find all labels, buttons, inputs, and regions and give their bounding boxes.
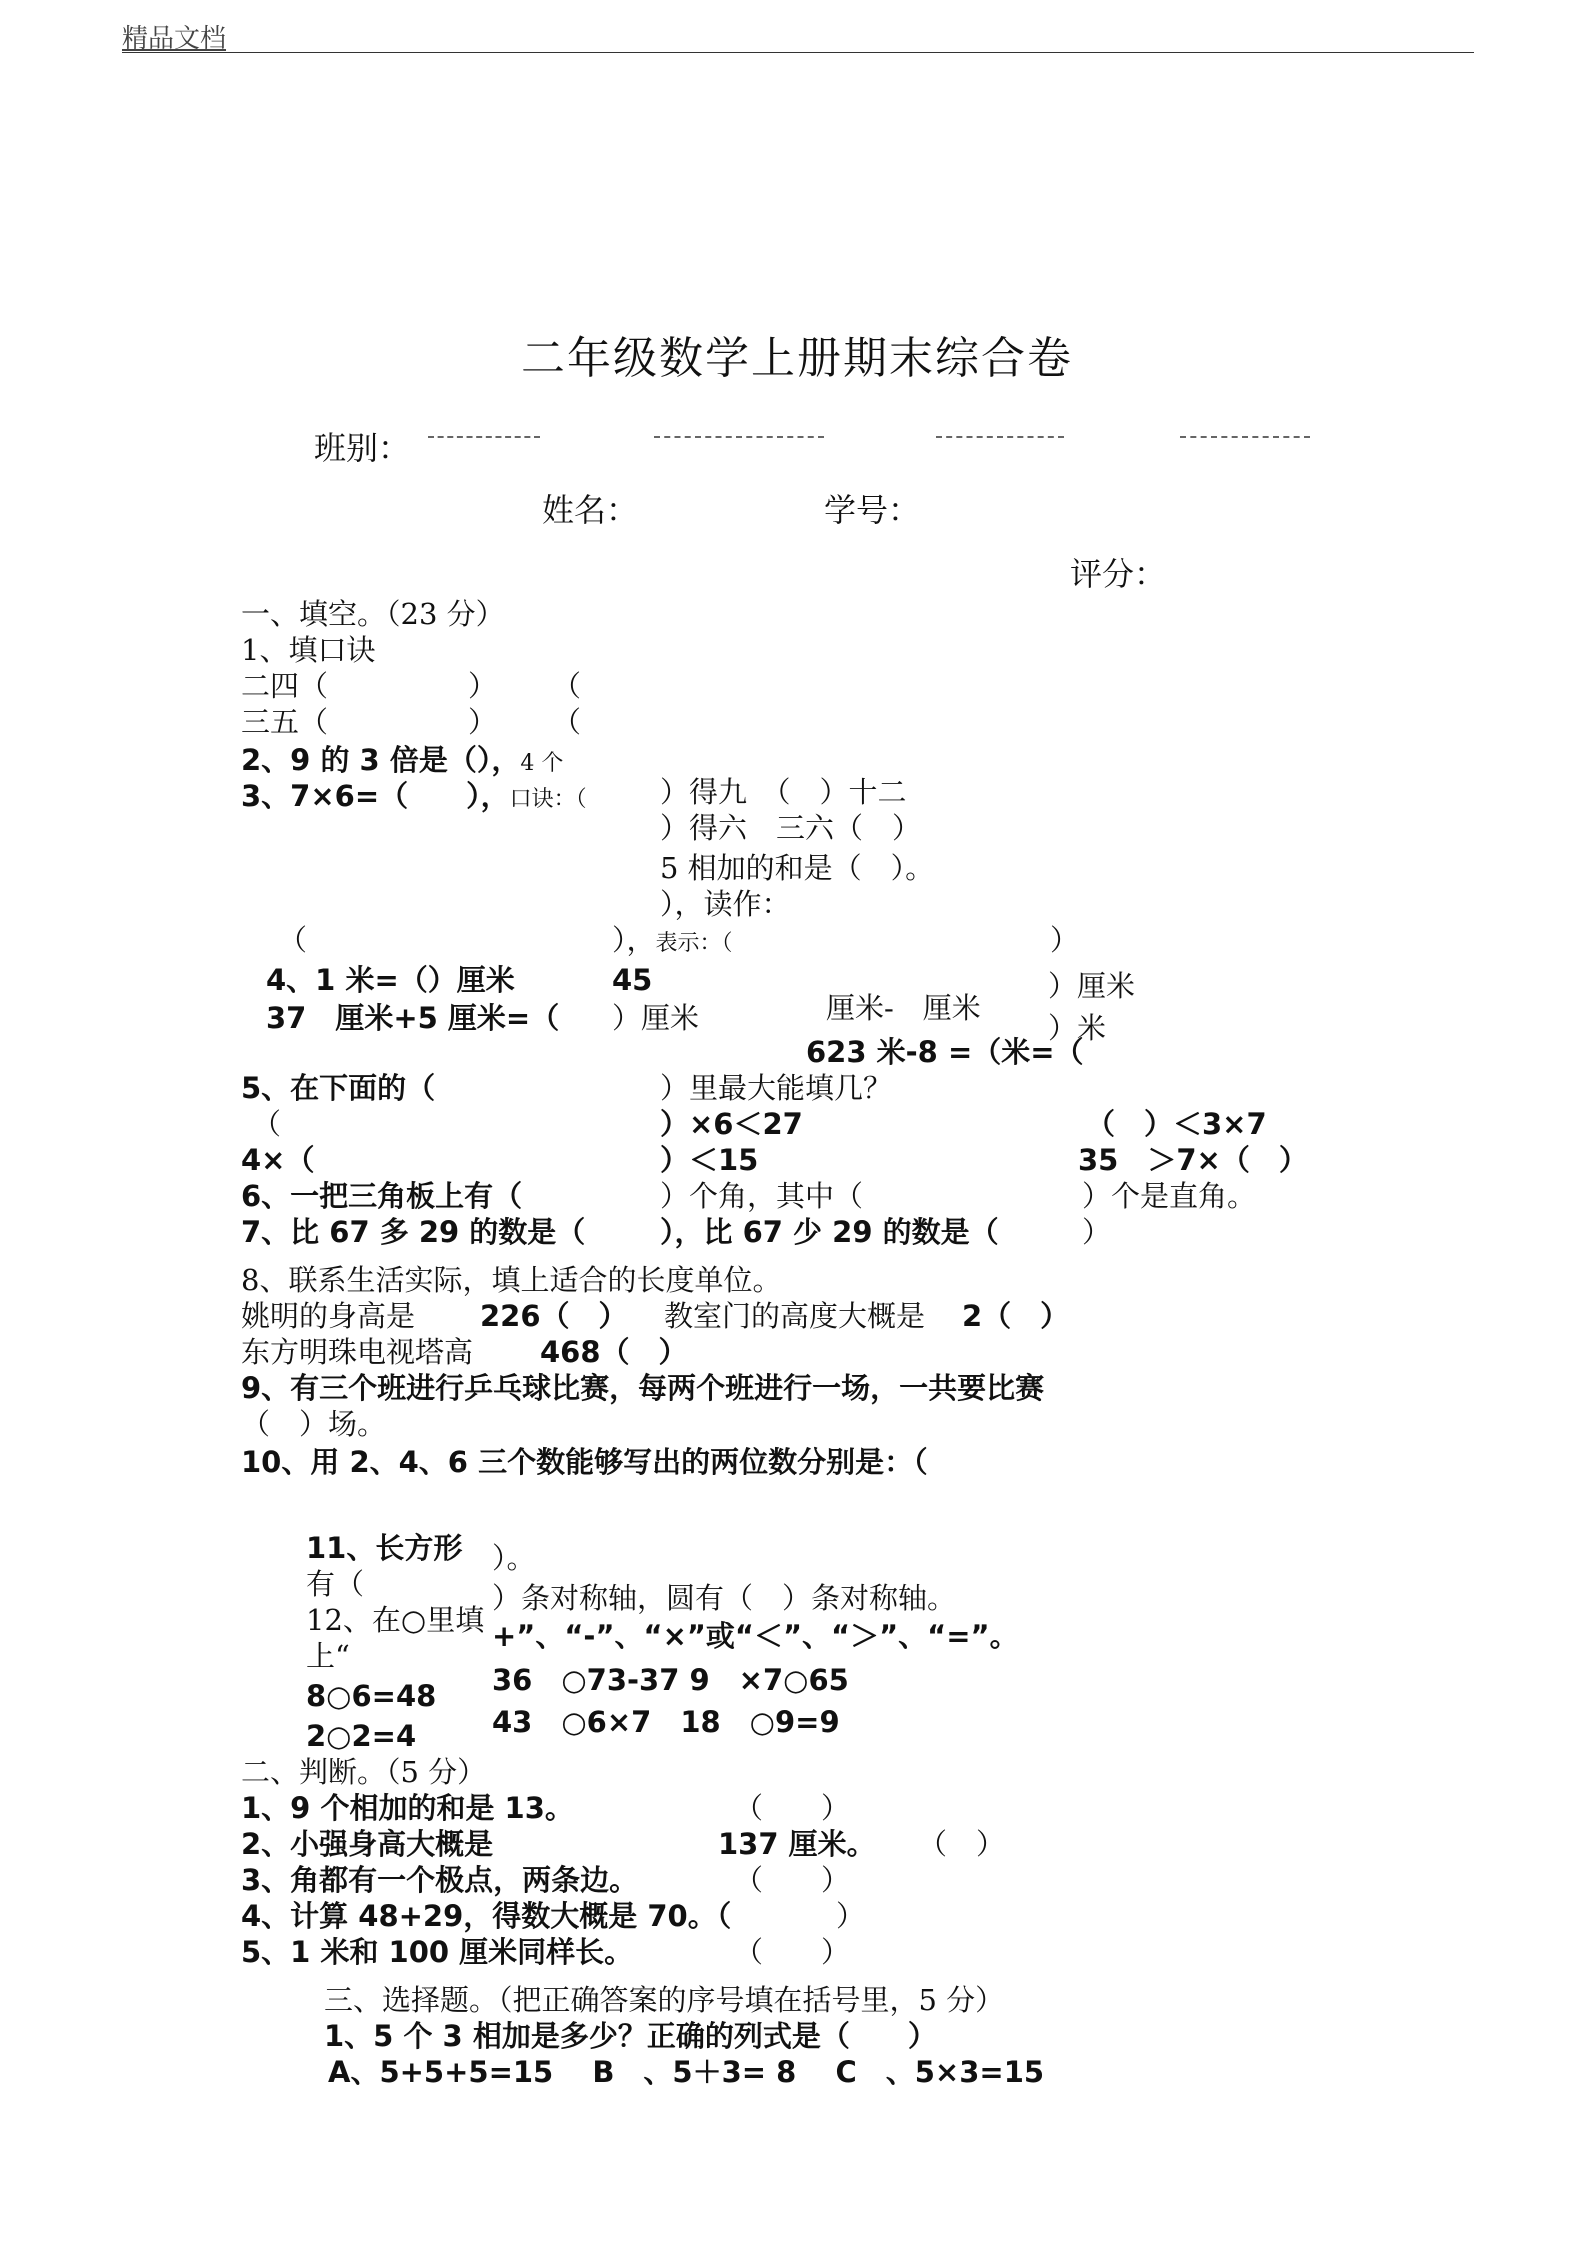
q1-row1-mid: ） <box>468 669 498 703</box>
q7-right: ） <box>1082 1215 1112 1249</box>
section-heading-3: 三、选择题。（把正确答案的序号填在括号里，5 分） <box>324 1983 1005 2017</box>
q5-text-left: 5、在下面的（ <box>241 1071 436 1105</box>
q5-b-left: 4×（ <box>241 1143 315 1177</box>
q8-b-value: 2（ ） <box>962 1299 1070 1333</box>
q12-ops: +”、“-”、“×”或“＜”、“＞”、“=”。 <box>492 1619 1019 1653</box>
judge-paren-1: （ ） <box>734 1791 851 1825</box>
choice-question-1: 1、5 个 3 相加是多少？正确的列式是（ ） <box>324 2019 937 2053</box>
q5-a-right: （ ）＜3×7 <box>1086 1107 1267 1141</box>
q3-row2-small: 表示：（ <box>655 931 733 956</box>
q11-line2: 有（ <box>306 1567 365 1601</box>
q1-row1-left: 二四（ <box>241 669 329 703</box>
q4-line1-mid: 45 <box>612 963 653 997</box>
q2-text-small: 4 个 <box>520 751 564 776</box>
q12-line1: 12、在○里填 <box>306 1603 485 1637</box>
judge-item-2: 2、小强身高大概是 <box>241 1827 494 1861</box>
blank-line <box>654 436 824 438</box>
choice-options-1: A、5+5+5=15 B 、5＋3= 8 C 、5×3=15 <box>328 2055 1045 2089</box>
q6-right: ）个是直角。 <box>1082 1179 1257 1213</box>
judge-item-3: 3、角都有一个极点，两条边。 <box>241 1863 639 1897</box>
judge-item-1: 1、9 个相加的和是 13。 <box>241 1791 574 1825</box>
judge-paren-5: （ ） <box>734 1935 851 1969</box>
q3-row2-open: （ <box>278 923 308 957</box>
q1-row2-mid: ） <box>468 705 498 739</box>
q9-line2: （ ）场。 <box>241 1407 387 1441</box>
q12-r2-left: 2○2=4 <box>306 1719 417 1753</box>
q8-b-label: 教室门的高度大概是 <box>664 1299 926 1333</box>
q12-line2: 上“ <box>306 1639 350 1673</box>
q2-text-main: 2、9 的 3 倍是（）， <box>241 743 521 777</box>
q1-row1-open: （ <box>552 669 582 703</box>
q12-r1-right: 36 ○73-37 9 ×7○65 <box>492 1663 849 1697</box>
section-heading-2: 二、判断。（5 分） <box>241 1755 487 1789</box>
q3-text-main: 3、7×6=（ ）， <box>241 779 510 813</box>
q8-a-label: 姚明的身高是 <box>241 1299 416 1333</box>
q2-text <box>241 742 563 782</box>
q11-right: ）条对称轴，圆有（ ）条对称轴。 <box>492 1581 957 1615</box>
blank-line <box>428 436 540 438</box>
judge-paren-3: （ ） <box>734 1863 851 1897</box>
q10-text: 10、用 2、4、6 三个数能够写出的两位数分别是：（ <box>241 1445 928 1479</box>
q4-line3: 623 米-8 =（米=（ <box>806 1035 1084 1069</box>
q3-row2 <box>612 922 733 962</box>
q4-line2-center: 厘米- 厘米 <box>826 991 981 1025</box>
q5-b-right: 35 ＞7×（ ） <box>1078 1143 1308 1177</box>
judge-item-5: 5、1 米和 100 厘米同样长。 <box>241 1935 634 1969</box>
q8-a-value: 226（ ） <box>480 1299 628 1333</box>
score-label: 评分： <box>1070 555 1167 593</box>
judge-paren-2: （ ） <box>918 1827 1006 1861</box>
q8-heading: 8、联系生活实际，填上适合的长度单位。 <box>241 1263 782 1297</box>
q12-r1-left: 8○6=48 <box>306 1679 437 1713</box>
q4-line2-mid: ）厘米 <box>612 1001 700 1035</box>
q1-label: 1、填口诀 <box>241 633 376 667</box>
q3-right: ），读作： <box>660 887 791 921</box>
q6-mid: ）个角，其中（ <box>660 1179 864 1213</box>
q7-mid: ），比 67 少 29 的数是（ <box>660 1215 999 1249</box>
q1-row2-right: ）得六 三六（ ） <box>660 811 922 845</box>
q5-a-open: （ <box>252 1107 282 1141</box>
name-label: 姓名： <box>542 491 639 529</box>
section-heading-1: 一、填空。（23 分） <box>241 597 505 631</box>
q4-line1-left: 4、1 米=（）厘米 <box>266 963 515 997</box>
number-label: 学号： <box>824 491 921 529</box>
q1-row2-left: 三五（ <box>241 705 329 739</box>
header-label: 精品文档 <box>122 24 227 54</box>
q2-right: 5 相加的和是（ ）。 <box>660 851 935 885</box>
q7-left: 7、比 67 多 29 的数是（ <box>241 1215 586 1249</box>
judge-paren-4: ） <box>836 1899 866 1933</box>
header-rule <box>122 52 1474 53</box>
q12-r2-right: 43 ○6×7 18 ○9=9 <box>492 1705 840 1739</box>
blank-line <box>936 436 1064 438</box>
blank-line <box>1180 436 1310 438</box>
q5-a-mid: ）×6＜27 <box>660 1107 803 1141</box>
q11-line1: 11、长方形 <box>306 1531 463 1565</box>
q4-line2-left: 37 厘米+5 厘米=（ <box>266 1001 560 1035</box>
q1-row1-right: ）得九 （ ）十二 <box>660 775 907 809</box>
q3-row2-mid: ）， <box>612 923 656 957</box>
q9-line1: 9、有三个班进行乒乓球比赛，每两个班进行一场，一共要比赛 <box>241 1371 1045 1405</box>
q11-close: ）。 <box>492 1541 536 1575</box>
page-title: 二年级数学上册期末综合卷 <box>521 333 1073 384</box>
judge-item-4: 4、计算 48+29，得数大概是 70。（ <box>241 1899 732 1933</box>
q6-left: 6、一把三角板上有（ <box>241 1179 523 1213</box>
q8-c-label: 东方明珠电视塔高 <box>241 1335 474 1369</box>
q3-text-small: 口诀：（ <box>509 787 587 812</box>
q8-c-value: 468（ ） <box>540 1335 688 1369</box>
judge-mid-2: 137 厘米。 <box>718 1827 876 1861</box>
q4-line2-right: ）米 <box>1048 1011 1107 1045</box>
q5-b-mid: ）＜15 <box>660 1143 759 1177</box>
q5-text-right: ）里最大能填几？ <box>660 1071 893 1105</box>
class-label: 班别： <box>314 429 411 467</box>
q3-row2-close: ） <box>1050 923 1080 957</box>
q3-text <box>241 778 587 818</box>
q1-row2-open: （ <box>552 705 582 739</box>
q4-line1-right: ）厘米 <box>1048 969 1136 1003</box>
